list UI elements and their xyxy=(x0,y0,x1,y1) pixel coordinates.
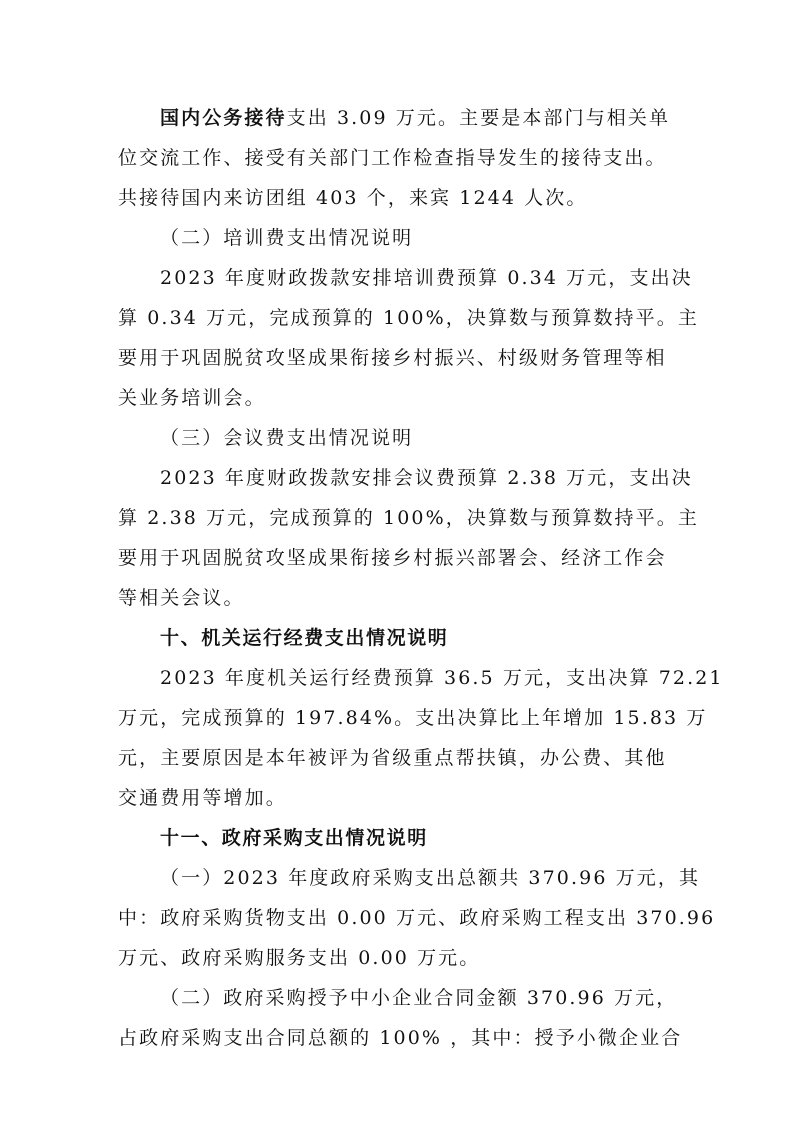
operation-line-1: 2023 年度机关运行经费预算 36.5 万元，支出决算 72.21 xyxy=(160,667,724,689)
hospitality-line-2: 位交流工作、接受有关部门工作检查指导发生的接待支出。 xyxy=(118,147,667,169)
procurement-p1-line-2: 中：政府采购货物支出 0.00 万元、政府采购工程支出 370.96 xyxy=(118,907,716,929)
meeting-line-4: 等相关会议。 xyxy=(118,587,245,609)
training-line-3: 要用于巩固脱贫攻坚成果衔接乡村振兴、村级财务管理等相 xyxy=(118,347,667,369)
training-heading: （二）培训费支出情况说明 xyxy=(160,227,414,249)
operation-heading: 十、机关运行经费支出情况说明 xyxy=(160,627,449,649)
operation-line-4: 交通费用等增加。 xyxy=(118,787,287,809)
procurement-p2-line-1: （二）政府采购授予中小企业合同金额 370.96 万元， xyxy=(160,987,678,1009)
hospitality-line-3: 共接待国内来访团组 403 个，来宾 1244 人次。 xyxy=(118,187,588,209)
meeting-line-1: 2023 年度财政拨款安排会议费预算 2.38 万元，支出决 xyxy=(160,467,693,489)
hospitality-line-1 xyxy=(160,106,683,130)
hospitality-lead: 国内公务接待 xyxy=(160,107,287,129)
procurement-p2-line-2: 占政府采购支出合同总额的 100% ，其中：授予小微企业合 xyxy=(118,1027,683,1049)
training-line-4: 关业务培训会。 xyxy=(118,387,266,409)
training-line-2: 算 0.34 万元，完成预算的 100%，决算数与预算数持平。主 xyxy=(118,307,699,329)
meeting-line-2: 算 2.38 万元，完成预算的 100%，决算数与预算数持平。主 xyxy=(118,507,699,529)
meeting-heading: （三）会议费支出情况说明 xyxy=(160,427,414,449)
meeting-line-3: 要用于巩固脱贫攻坚成果衔接乡村振兴部署会、经济工作会 xyxy=(118,547,667,569)
procurement-p1-line-1: （一）2023 年度政府采购支出总额共 370.96 万元，其 xyxy=(160,867,701,889)
hospitality-line-1-rest: 支出 3.09 万元。主要是本部门与相关单 xyxy=(286,107,671,129)
operation-line-2: 万元，完成预算的 197.84%。支出决算比上年增加 15.83 万 xyxy=(118,707,708,729)
procurement-heading: 十一、政府采购支出情况说明 xyxy=(160,827,428,849)
operation-line-3: 元，主要原因是本年被评为省级重点帮扶镇，办公费、其他 xyxy=(118,747,667,769)
training-line-1: 2023 年度财政拨款安排培训费预算 0.34 万元，支出决 xyxy=(160,267,693,289)
procurement-p1-line-3: 万元、政府采购服务支出 0.00 万元。 xyxy=(118,947,481,969)
